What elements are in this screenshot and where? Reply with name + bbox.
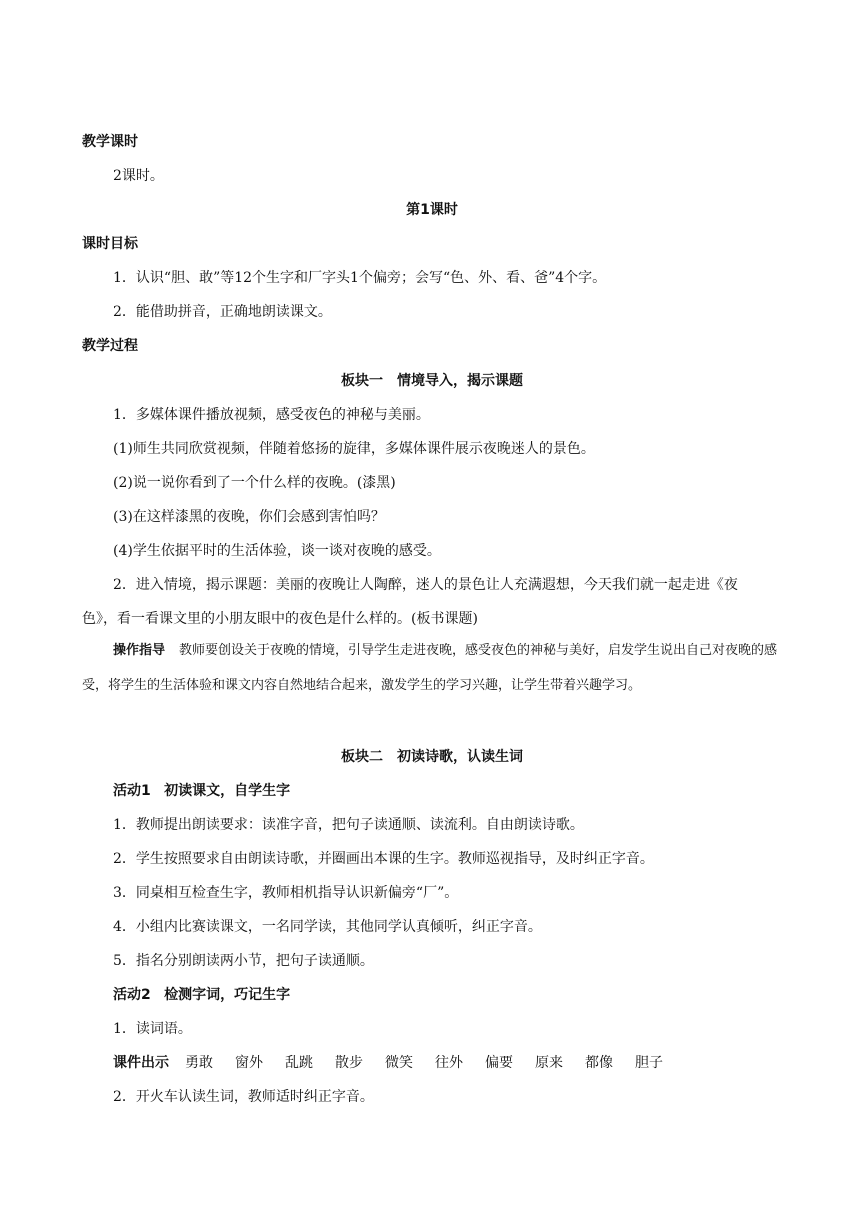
activity-one-item: 4．小组内比赛读课文，一名同学读，其他同学认真倾听，纠正字音。 — [113, 919, 542, 935]
vocab-word: 原来 — [535, 1055, 563, 1071]
block-one-subitem: (4)学生依据平时的生活体验，谈一谈对夜晚的感受。 — [113, 543, 441, 559]
activity-two-label: 活动2 — [113, 987, 151, 1003]
goals-heading: 课时目标 — [82, 236, 138, 252]
courseware-words — [113, 1053, 813, 1073]
block-one-item-2-line-2: 色》，看一看课文里的小朋友眼中的夜色是什么样的。(板书课题) — [82, 611, 478, 627]
vocab-word: 勇敢 — [185, 1055, 213, 1071]
block-one-subitem: (2)说一说你看到了一个什么样的夜晚。(漆黑) — [113, 475, 396, 491]
courseware-label: 课件出示 — [113, 1055, 169, 1071]
vocab-word: 往外 — [435, 1055, 463, 1071]
vocab-word: 窗外 — [235, 1055, 263, 1071]
activity-two-item: 1．读词语。 — [113, 1021, 192, 1037]
vocab-word: 胆子 — [635, 1055, 663, 1071]
activity-one-item: 5．指名分别朗读两小节，把句子读通顺。 — [113, 953, 374, 969]
vocab-word: 都像 — [585, 1055, 613, 1071]
block-one-subitem: (1)师生共同欣赏视频，伴随着悠扬的旋律，多媒体课件展示夜晚迷人的景色。 — [113, 441, 595, 457]
block-one-subitem: (3)在这样漆黑的夜晚，你们会感到害怕吗？ — [113, 509, 385, 525]
activity-two-title: 检测字词，巧记生字 — [164, 987, 291, 1003]
vocab-word: 偏要 — [485, 1055, 513, 1071]
goal-item: 2．能借助拼音，正确地朗读课文。 — [113, 304, 332, 320]
activity-one-title: 初读课文，自学生字 — [164, 783, 291, 799]
activity-one-item: 1．教师提出朗读要求：读准字音，把句子读通顺、读流利。自由朗读诗歌。 — [113, 817, 584, 833]
block-one-title: 板块一 情境导入，揭示课题 — [341, 373, 523, 389]
vocab-word: 微笑 — [385, 1055, 413, 1071]
vocab-word: 散步 — [335, 1055, 363, 1071]
activity-two-item: 2．开火车认读生词，教师适时纠正字音。 — [113, 1089, 374, 1105]
goal-item: 1．认识“胆、敢”等12个生字和厂字头1个偏旁；会写“色、外、看、爸”4个字。 — [113, 270, 607, 286]
activity-two-heading — [113, 985, 813, 1005]
lesson-title: 第1课时 — [406, 202, 458, 218]
process-heading: 教学过程 — [82, 338, 138, 354]
activity-one-heading — [113, 781, 813, 801]
teaching-hours-heading: 教学课时 — [82, 134, 138, 150]
vocab-word: 乱跳 — [285, 1055, 313, 1071]
activity-one-item: 2．学生按照要求自由朗读诗歌，并圈画出本课的生字。教师巡视指导，及时纠正字音。 — [113, 851, 654, 867]
operation-guide-text: 教师要创设关于夜晚的情境，引导学生走进夜晚，感受夜色的神秘与美好，启发学生说出自己对夜晚的感受，将学生的生活体验和课文内容自然地结合起来，激发学生的学习兴趣，让学生带着兴趣学习。 — [82, 643, 778, 693]
teaching-hours-value: 2课时。 — [113, 168, 164, 184]
operation-guide-label: 操作指导 — [113, 643, 166, 658]
block-two-title: 板块二 初读诗歌，认读生词 — [341, 749, 523, 765]
activity-one-item: 3．同桌相互检查生字，教师相机指导认识新偏旁“厂”。 — [113, 885, 459, 901]
block-one-item: 1．多媒体课件播放视频，感受夜色的神秘与美丽。 — [113, 407, 430, 423]
block-one-item-2-line-1: 2．进入情境，揭示课题：美丽的夜晚让人陶醉，迷人的景色让人充满遐想，今天我们就一起走进《夜 — [113, 577, 738, 593]
activity-one-label: 活动1 — [113, 783, 151, 799]
operation-guide — [82, 633, 782, 703]
